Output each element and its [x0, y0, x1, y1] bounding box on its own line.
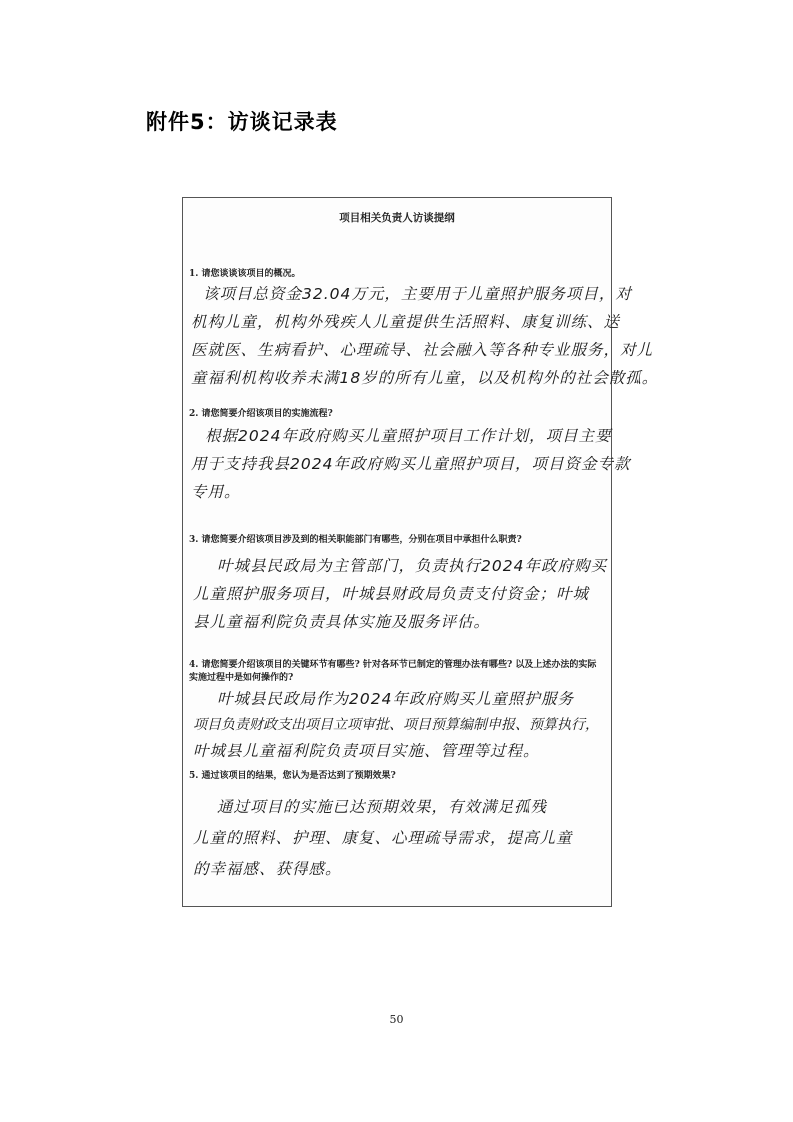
- question-2: 2. 请您简要介绍该项目的实施流程?: [189, 409, 333, 419]
- answer-2-line-2: 用于支持我县2024年政府购买儿童照护项目，项目资金专款: [191, 455, 631, 473]
- answer-4-line-1: 叶城县民政局作为2024年政府购买儿童照护服务: [217, 690, 574, 708]
- answer-3-line-1: 叶城县民政局为主管部门，负责执行2024年政府购买: [217, 557, 607, 575]
- interview-form: [182, 197, 659, 907]
- answer-5-line-1: 通过项目的实施已达预期效果，有效满足孤残: [217, 798, 548, 816]
- answer-3: [193, 552, 607, 636]
- answer-2: [191, 422, 631, 506]
- attachment-title: 附件5：访谈记录表: [146, 110, 338, 134]
- answer-4-line-2: 项目负责财政支出项目立项审批、项目预算编制申报、预算执行，: [193, 717, 599, 733]
- answer-1-line-3: 医就医、生病看护、心理疏导、社会融入等各种专业服务，对儿: [191, 341, 654, 359]
- answer-1-line-1: 该项目总资金32.04万元，主要用于儿童照护服务项目，对: [203, 285, 632, 303]
- answer-3-line-2: 儿童照护服务项目，叶城县财政局负责支付资金；叶城: [193, 585, 590, 603]
- answer-1-line-4: 童福利机构收养未满18岁的所有儿童，以及机构外的社会散孤。: [191, 369, 659, 387]
- answer-4-line-3: 叶城县儿童福利院负责项目实施、管理等过程。: [193, 742, 540, 760]
- answer-5-line-2: 儿童的照料、护理、康复、心理疏导需求，提高儿童: [193, 829, 573, 847]
- question-3: 3. 请您简要介绍该项目涉及到的相关职能部门有哪些，分别在项目中承担什么职责?: [189, 535, 522, 545]
- question-4: 4. 请您简要介绍该项目的关键环节有哪些? 针对各环节已制定的管理办法有哪些? 以及上述办法的实际实施过程中是如何操作的?: [189, 660, 597, 683]
- answer-2-line-1: 根据2024年政府购买儿童照护项目工作计划，项目主要: [205, 427, 612, 445]
- answer-5: [193, 792, 605, 885]
- answer-1: [191, 280, 659, 392]
- form-title: 项目相关负责人访谈提纲: [339, 212, 455, 224]
- question-5: 5. 通过该项目的结果，您认为是否达到了预期效果?: [189, 771, 396, 781]
- answer-2-line-3: 专用。: [191, 483, 241, 501]
- answer-4: [193, 686, 605, 764]
- question-1: 1. 请您谈谈该项目的概况。: [189, 269, 301, 279]
- answer-1-line-2: 机构儿童，机构外残疾人儿童提供生活照料、康复训练、送: [191, 313, 621, 331]
- answer-3-line-3: 县儿童福利院负责具体实施及服务评估。: [193, 613, 491, 631]
- answer-5-line-3: 的幸福感、获得感。: [193, 860, 342, 878]
- page-number: 50: [389, 1013, 404, 1026]
